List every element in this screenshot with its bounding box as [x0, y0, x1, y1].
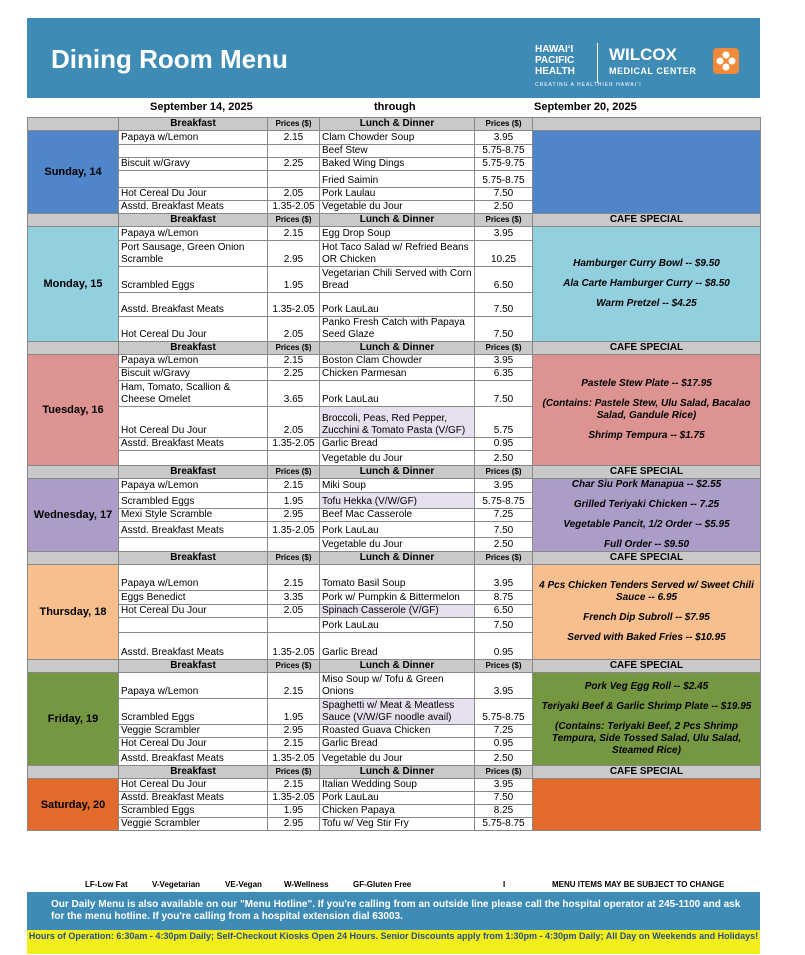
day-label: Tuesday, 16 [28, 355, 119, 466]
breakfast-price: 1.35-2.05 [268, 438, 320, 451]
lunch-price: 5.75-8.75 [475, 699, 533, 725]
lunch-item: Beef Stew [320, 145, 475, 158]
lunch-price: 7.50 [475, 381, 533, 407]
lunch-item: Vegetarian Chili Served with Corn Bread [320, 267, 475, 293]
breakfast-price: 2.05 [268, 605, 320, 618]
lunch-price: 7.50 [475, 317, 533, 342]
breakfast-item [119, 145, 268, 158]
breakfast-item: Veggie Scrambler [119, 725, 268, 738]
cafe-special-label: CAFÉ SPECIAL [533, 214, 761, 227]
breakfast-price: 1.95 [268, 699, 320, 725]
breakfast-item: Asstd. Breakfast Meats [119, 293, 268, 317]
lunch-item: Broccoli, Peas, Red Pepper, Zucchini & Tomato Pasta (V/GF) [320, 407, 475, 438]
lunch-price: 5.75-9.75 [475, 158, 533, 171]
cafe-special [533, 479, 761, 552]
lunch-item: Baked Wing Dings [320, 158, 475, 171]
cafe-special-label: CAFÉ SPECIAL [533, 660, 761, 673]
breakfast-price: 1.35-2.05 [268, 792, 320, 805]
table-row [28, 227, 761, 241]
lunch-price: 7.50 [475, 792, 533, 805]
breakfast-price: 2.15 [268, 738, 320, 751]
day-label: Wednesday, 17 [28, 479, 119, 552]
breakfast-price: 2.15 [268, 565, 320, 591]
breakfast-price: 3.35 [268, 591, 320, 605]
lunch-price: 5.75-8.75 [475, 145, 533, 158]
table-row [28, 355, 761, 368]
special-item: Teriyaki Beef & Garlic Shrimp Plate -- $19.95 [541, 701, 752, 712]
breakfast-price: 1.95 [268, 267, 320, 293]
table-row [28, 673, 761, 699]
lunch-item: Miso Soup w/ Tofu & Green Onions [320, 673, 475, 699]
special-item: (Contains: Pastele Stew, Ulu Salad, Bacalao Salad, Gandule Rice) [542, 398, 751, 421]
breakfast-item: Hot Cereal Du Jour [119, 779, 268, 792]
breakfast-item: Scrambled Eggs [119, 492, 268, 508]
lunch-price: 3.95 [475, 565, 533, 591]
lunch-price: 7.50 [475, 522, 533, 538]
special-item: 4 Pcs Chicken Tenders Served w/ Sweet Chili Sauce -- 6.95 [539, 580, 754, 603]
page-title: Dining Room Menu [51, 44, 288, 74]
breakfast-item: Papaya w/Lemon [119, 565, 268, 591]
section-header: Breakfast Prices ($) Lunch & Dinner Prices ($) CAFÉ SPECIAL [28, 214, 761, 227]
lunch-item: Roasted Guava Chicken [320, 725, 475, 738]
breakfast-item: Biscuit w/Gravy [119, 368, 268, 381]
special-item: Full Order -- $9.50 [603, 539, 690, 550]
breakfast-item: Papaya w/Lemon [119, 131, 268, 145]
lunch-price: 6.50 [475, 605, 533, 618]
breakfast-price: 2.15 [268, 131, 320, 145]
lunch-price: 8.75 [475, 591, 533, 605]
breakfast-item [119, 451, 268, 466]
lunch-item: Pork Laulau [320, 188, 475, 201]
breakfast-price: 2.05 [268, 407, 320, 438]
section-header: Breakfast Prices ($) Lunch & Dinner Prices ($) CAFÉ SPECIAL [28, 766, 761, 779]
breakfast-price: 1.35-2.05 [268, 633, 320, 660]
lunch-item: Panko Fresh Catch with Papaya Seed Glaze [320, 317, 475, 342]
breakfast-item: Papaya w/Lemon [119, 227, 268, 241]
lunch-price: 5.75-8.75 [475, 818, 533, 831]
lunch-item: Egg Drop Soup [320, 227, 475, 241]
breakfast-item: Papaya w/Lemon [119, 355, 268, 368]
lunch-item: Spinach Casserole (V/GF) [320, 605, 475, 618]
breakfast-price [268, 171, 320, 188]
lunch-item: Miki Soup [320, 479, 475, 493]
special-item: Vegetable Pancit, 1/2 Order -- $5.95 [563, 519, 730, 530]
lunch-item: Tofu Hekka (V/W/GF) [320, 492, 475, 508]
breakfast-item: Veggie Scrambler [119, 818, 268, 831]
lunch-item: Tomato Basil Soup [320, 565, 475, 591]
lunch-price: 2.50 [475, 538, 533, 552]
hph-logo: HAWAIʻI PACIFIC HEALTH [535, 44, 575, 77]
tagline: CREATING A HEALTHIER HAWAIʻI [535, 82, 642, 88]
day-label: Saturday, 20 [28, 779, 119, 831]
breakfast-price: 2.25 [268, 368, 320, 381]
cafe-special [533, 673, 761, 766]
cafe-special [533, 227, 761, 342]
breakfast-item [119, 171, 268, 188]
hours-of-operation: Hours of Operation: 6:30am - 4:30pm Daily; Self-Checkout Kiosks Open 24 Hours. Senior Discounts apply from 1:30pm - 4:30pm Daily; All Day on Weekends and Holidays! [27, 930, 760, 954]
breakfast-price: 1.95 [268, 805, 320, 818]
date-range [27, 98, 760, 117]
breakfast-price: 2.05 [268, 188, 320, 201]
breakfast-item: Scrambled Eggs [119, 699, 268, 725]
special-item: Shrimp Tempura -- $1.75 [588, 430, 705, 441]
table-row [28, 779, 761, 792]
day-label: Thursday, 18 [28, 565, 119, 660]
breakfast-price [268, 618, 320, 633]
page-header [27, 18, 760, 98]
breakfast-item: Ham, Tomato, Scallion & Cheese Omelet [119, 381, 268, 407]
lunch-item: Chicken Parmesan [320, 368, 475, 381]
breakfast-price: 2.95 [268, 725, 320, 738]
lunch-price: 3.95 [475, 355, 533, 368]
lunch-price: 3.95 [475, 673, 533, 699]
special-item: French Dip Subroll -- $7.95 [583, 612, 710, 623]
logo-divider [597, 43, 598, 83]
breakfast-item: Asstd. Breakfast Meats [119, 633, 268, 660]
lunch-item: Fried Saimin [320, 171, 475, 188]
breakfast-price: 1.95 [268, 492, 320, 508]
menu-hotline-note: Our Daily Menu is also available on our "Menu Hotline". If you're calling from an outside line please call the hospital operator at 245-1100 and ask for the menu hotline. If you're calling from a hospital extension dial 63003. [27, 892, 760, 930]
lunch-price: 5.75-8.75 [475, 492, 533, 508]
breakfast-item: Asstd. Breakfast Meats [119, 438, 268, 451]
lunch-price: 0.95 [475, 738, 533, 751]
through-label: through [374, 101, 416, 113]
breakfast-price: 2.05 [268, 317, 320, 342]
breakfast-item: Port Sausage, Green Onion Scramble [119, 241, 268, 267]
lunch-price: 3.95 [475, 227, 533, 241]
change-notice: MENU ITEMS MAY BE SUBJECT TO CHANGE [552, 880, 725, 889]
breakfast-item: Papaya w/Lemon [119, 479, 268, 493]
special-item: (Contains: Teriyaki Beef, 2 Pcs Shrimp Tempura, Side Tossed Salad, Ulu Salad, Steamed Rice) [551, 721, 742, 756]
diet-legend: LF-Low Fat V-Vegetarian VE-Vegan W-Wellness GF-Gluten Free I MENU ITEMS MAY BE SUBJECT TO CHANGE [85, 880, 725, 889]
lunch-item: Garlic Bread [320, 633, 475, 660]
special-item: Char Siu Pork Manapua -- $2.55 [571, 479, 722, 490]
special-item: Hamburger Curry Bowl -- $9.50 [573, 258, 720, 269]
lunch-item: Clam Chowder Soup [320, 131, 475, 145]
lunch-item: Garlic Bread [320, 738, 475, 751]
lunch-item: Pork LauLau [320, 381, 475, 407]
table-row [28, 565, 761, 591]
breakfast-price: 1.35-2.05 [268, 751, 320, 766]
breakfast-price: 2.95 [268, 818, 320, 831]
lunch-price: 10.25 [475, 241, 533, 267]
lunch-price: 3.95 [475, 779, 533, 792]
lunch-item: Pork LauLau [320, 618, 475, 633]
breakfast-item: Hot Cereal Du Jour [119, 317, 268, 342]
lunch-item: Spaghetti w/ Meat & Meatless Sauce (V/W/GF noodle avail) [320, 699, 475, 725]
cafe-special-label: CAFÉ SPECIAL [533, 552, 761, 565]
lunch-price: 5.75-8.75 [475, 171, 533, 188]
table-row [28, 479, 761, 493]
lunch-price: 8.25 [475, 805, 533, 818]
breakfast-item [119, 538, 268, 552]
breakfast-price [268, 538, 320, 552]
lunch-item: Hot Taco Salad w/ Refried Beans OR Chicken [320, 241, 475, 267]
lunch-item: Vegetable du Jour [320, 538, 475, 552]
lunch-price: 7.25 [475, 508, 533, 522]
breakfast-price [268, 451, 320, 466]
breakfast-item: Eggs Benedict [119, 591, 268, 605]
lunch-item: Pork w/ Pumpkin & Bittermelon [320, 591, 475, 605]
lunch-price: 6.50 [475, 267, 533, 293]
breakfast-item: Asstd. Breakfast Meats [119, 792, 268, 805]
lunch-item: Beef Mac Casserole [320, 508, 475, 522]
section-header: Breakfast Prices ($) Lunch & Dinner Prices ($) CAFÉ SPECIAL [28, 466, 761, 479]
breakfast-price: 2.15 [268, 779, 320, 792]
breakfast-price: 2.95 [268, 508, 320, 522]
flower-icon [713, 48, 739, 74]
special-item: Pastele Stew Plate -- $17.95 [581, 378, 712, 389]
cafe-special [533, 779, 761, 831]
breakfast-item [119, 618, 268, 633]
day-label: Monday, 15 [28, 227, 119, 342]
breakfast-price: 2.95 [268, 241, 320, 267]
lunch-item: Pork LauLau [320, 522, 475, 538]
lunch-price: 3.95 [475, 479, 533, 493]
start-date: September 14, 2025 [150, 101, 253, 113]
breakfast-item: Asstd. Breakfast Meats [119, 201, 268, 214]
breakfast-price: 2.25 [268, 158, 320, 171]
special-item: Ala Carte Hamburger Curry -- $8.50 [563, 278, 730, 289]
day-label: Sunday, 14 [28, 131, 119, 214]
special-item: Served with Baked Fries -- $10.95 [567, 632, 726, 643]
end-date: September 20, 2025 [534, 101, 637, 113]
breakfast-price: 1.35-2.05 [268, 293, 320, 317]
lunch-item: Vegetable du Jour [320, 751, 475, 766]
lunch-price: 2.50 [475, 451, 533, 466]
lunch-price: 0.95 [475, 438, 533, 451]
lunch-price: 5.75 [475, 407, 533, 438]
breakfast-item: Asstd. Breakfast Meats [119, 522, 268, 538]
lunch-price: 3.95 [475, 131, 533, 145]
breakfast-price: 2.15 [268, 355, 320, 368]
breakfast-item: Scrambled Eggs [119, 805, 268, 818]
lunch-item: Vegetable du Jour [320, 201, 475, 214]
cafe-special-label: CAFÉ SPECIAL [533, 342, 761, 355]
breakfast-item: Biscuit w/Gravy [119, 158, 268, 171]
breakfast-item: Hot Cereal Du Jour [119, 738, 268, 751]
lunch-price: 2.50 [475, 751, 533, 766]
breakfast-item: Papaya w/Lemon [119, 673, 268, 699]
menu-table [27, 117, 761, 831]
lunch-price: 7.25 [475, 725, 533, 738]
lunch-item: Chicken Papaya [320, 805, 475, 818]
breakfast-item: Asstd. Breakfast Meats [119, 751, 268, 766]
breakfast-price: 1.35-2.05 [268, 201, 320, 214]
breakfast-price: 2.15 [268, 479, 320, 493]
breakfast-price: 3.65 [268, 381, 320, 407]
lunch-price: 6.35 [475, 368, 533, 381]
special-item: Warm Pretzel -- $4.25 [596, 298, 697, 309]
breakfast-item: Hot Cereal Du Jour [119, 188, 268, 201]
lunch-price: 7.50 [475, 293, 533, 317]
wilcox-logo: WILCOX MEDICAL CENTER [609, 45, 697, 76]
breakfast-item: Scrambled Eggs [119, 267, 268, 293]
cafe-special-label: CAFÉ SPECIAL [533, 766, 761, 779]
breakfast-price: 1.35-2.05 [268, 522, 320, 538]
lunch-item: Pork LauLau [320, 792, 475, 805]
cafe-special [533, 131, 761, 214]
section-header: Breakfast Prices ($) Lunch & Dinner Prices ($) CAFÉ SPECIAL [28, 342, 761, 355]
lunch-item: Pork LauLau [320, 293, 475, 317]
lunch-item: Garlic Bread [320, 438, 475, 451]
table-row [28, 131, 761, 145]
day-label: Friday, 19 [28, 673, 119, 766]
breakfast-item: Hot Cereal Du Jour [119, 407, 268, 438]
cafe-special [533, 565, 761, 660]
special-item: Grilled Teriyaki Chicken -- 7.25 [573, 499, 720, 510]
special-item: Pork Veg Egg Roll -- $2.45 [584, 681, 709, 692]
lunch-item: Italian Wedding Soup [320, 779, 475, 792]
lunch-item: Tofu w/ Veg Stir Fry [320, 818, 475, 831]
cafe-special-label: CAFÉ SPECIAL [533, 466, 761, 479]
lunch-price: 7.50 [475, 618, 533, 633]
cafe-special [533, 355, 761, 466]
section-header: Breakfast Prices ($) Lunch & Dinner Prices ($) CAFÉ SPECIAL [28, 660, 761, 673]
lunch-item: Boston Clam Chowder [320, 355, 475, 368]
breakfast-item: Mexi Style Scramble [119, 508, 268, 522]
lunch-price: 2.50 [475, 201, 533, 214]
section-header: Breakfast Prices ($) Lunch & Dinner Prices ($) [28, 118, 761, 131]
breakfast-item: Hot Cereal Du Jour [119, 605, 268, 618]
section-header: Breakfast Prices ($) Lunch & Dinner Prices ($) CAFÉ SPECIAL [28, 552, 761, 565]
breakfast-price [268, 145, 320, 158]
lunch-price: 0.95 [475, 633, 533, 660]
breakfast-price: 2.15 [268, 227, 320, 241]
lunch-price: 7.50 [475, 188, 533, 201]
breakfast-price: 2.15 [268, 673, 320, 699]
lunch-item: Vegetable du Jour [320, 451, 475, 466]
